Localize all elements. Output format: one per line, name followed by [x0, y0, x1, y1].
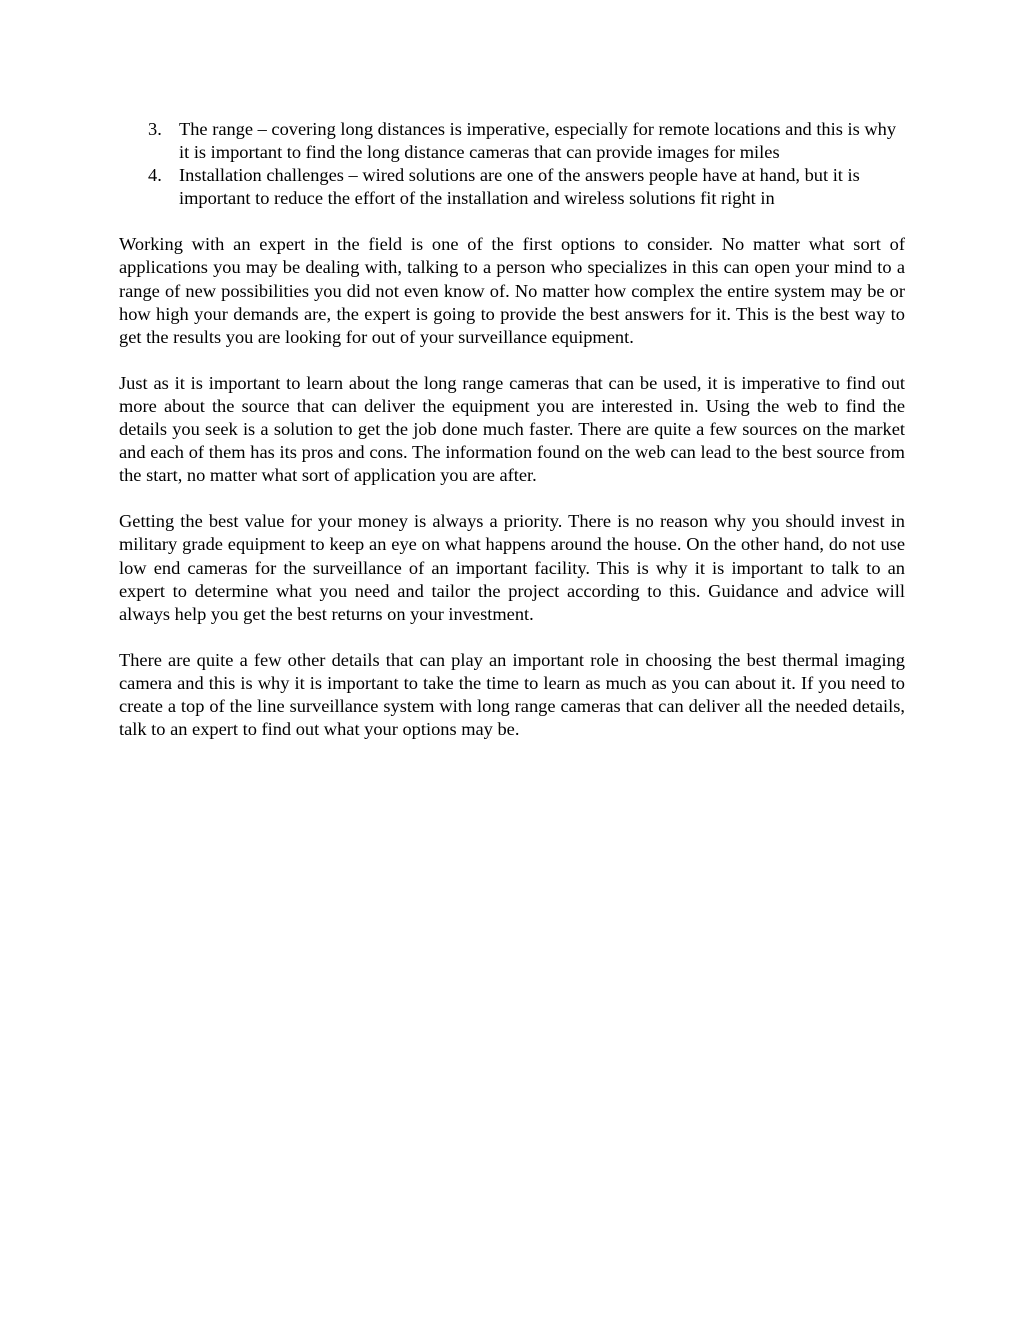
list-item-number: 4.: [148, 165, 162, 186]
list-item-text: Installation challenges – wired solutions are one of the answers people have at hand, but it is important to reduce the effort of the installation and wireless solutions fit right in: [179, 165, 860, 209]
numbered-list: [119, 118, 905, 210]
list-item: [119, 164, 905, 210]
paragraph-value: Getting the best value for your money is always a priority. There is no reason why you should invest in military grade equipment to keep an eye on what happens around the house. On the other hand, do not use low end cameras for the surveillance of an important facility. This is why it is important to talk to an expert to determine what you need and tailor the project according to this. Guidance and advice will always help you get the best returns on your investment.: [119, 511, 905, 624]
list-item-number: 3.: [148, 119, 162, 139]
list-item: [119, 118, 905, 164]
document-page: [119, 118, 905, 741]
paragraph-source: Just as it is important to learn about the long range cameras that can be used, it is imperative to find out more about the source that can deliver the equipment you are interested in. Using the web to find the details you seek is a solution to get the job done much faster. There are quite a few sources on the market and each of them has its pros and cons. The information found on the web can lead to the best source from the start, no matter what sort of application you are after.: [119, 372, 905, 486]
list-item-text: The range – covering long distances is imperative, especially for remote locations and this is why it is important to find the long distance cameras that can provide images for miles: [179, 119, 897, 163]
paragraph-expert: Working with an expert in the field is one of the first options to consider. No matter what sort of applications you may be dealing with, talking to a person who specializes in this can open your mind to a range of new possibilities you did not even know of. No matter how complex the entire system may be or how high your demands are, the expert is going to provide the best answers for it. This is the best way to get the results you are looking for out of your surveillance equipment.: [119, 234, 905, 347]
paragraph-details: There are quite a few other details that can play an important role in choosing the best thermal imaging camera and this is why it is important to take the time to learn as much as you can about it. If you need to create a top of the line surveillance system with long range cameras that can deliver all the needed details, talk to an expert to find out what your options may be.: [119, 649, 905, 740]
